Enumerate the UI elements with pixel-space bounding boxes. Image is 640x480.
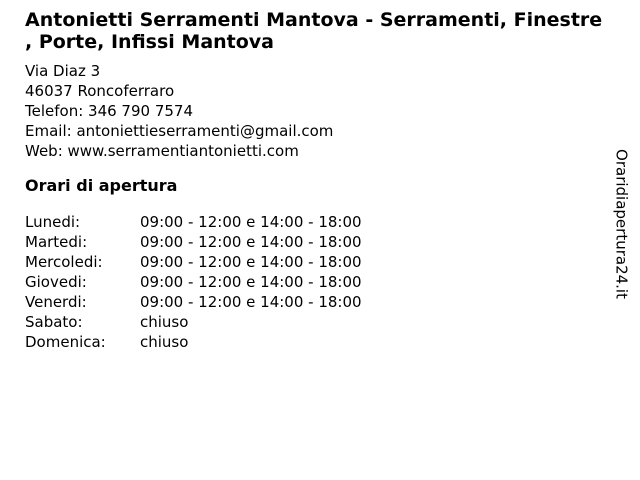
hours-day-label: Martedi:	[25, 233, 88, 251]
hours-time-value: 09:00 - 12:00 e 14:00 - 18:00	[140, 293, 362, 311]
hours-day-label: Sabato:	[25, 313, 83, 331]
opening-hours-table	[25, 212, 362, 352]
hours-row-monday	[25, 212, 362, 232]
address-city: 46037 Roncoferraro	[25, 82, 175, 100]
hours-time-value: chiuso	[140, 313, 189, 331]
hours-row-wednesday	[25, 252, 362, 272]
address-street: Via Diaz 3	[25, 62, 101, 80]
hours-row-thursday	[25, 272, 362, 292]
web-line: Web: www.serramentiantonietti.com	[25, 142, 299, 160]
page-title	[25, 9, 602, 53]
hours-time-value: 09:00 - 12:00 e 14:00 - 18:00	[140, 213, 362, 231]
hours-time-value: chiuso	[140, 333, 189, 351]
hours-day-label: Venerdi:	[25, 293, 87, 311]
phone-line: Telefon: 346 790 7574	[25, 102, 193, 120]
hours-day-label: Domenica:	[25, 333, 106, 351]
page-title-line1: Antonietti Serramenti Mantova - Serramenti, Finestre	[25, 9, 603, 31]
page-title-line2: , Porte, Infissi Mantova	[25, 31, 275, 53]
site-watermark: Oraridiapertura24.it	[612, 149, 631, 299]
hours-day-label: Mercoledi:	[25, 253, 103, 271]
hours-time-value: 09:00 - 12:00 e 14:00 - 18:00	[140, 233, 362, 251]
hours-time-value: 09:00 - 12:00 e 14:00 - 18:00	[140, 273, 362, 291]
hours-day-label: Giovedi:	[25, 273, 87, 291]
hours-time-value: 09:00 - 12:00 e 14:00 - 18:00	[140, 253, 362, 271]
hours-row-tuesday	[25, 232, 362, 252]
opening-hours-heading: Orari di apertura	[25, 176, 178, 195]
hours-row-sunday	[25, 332, 362, 352]
contact-info	[25, 61, 333, 161]
hours-row-saturday	[25, 312, 362, 332]
email-line: Email: antoniettieserramenti@gmail.com	[25, 122, 334, 140]
hours-row-friday	[25, 292, 362, 312]
hours-day-label: Lunedi:	[25, 213, 81, 231]
